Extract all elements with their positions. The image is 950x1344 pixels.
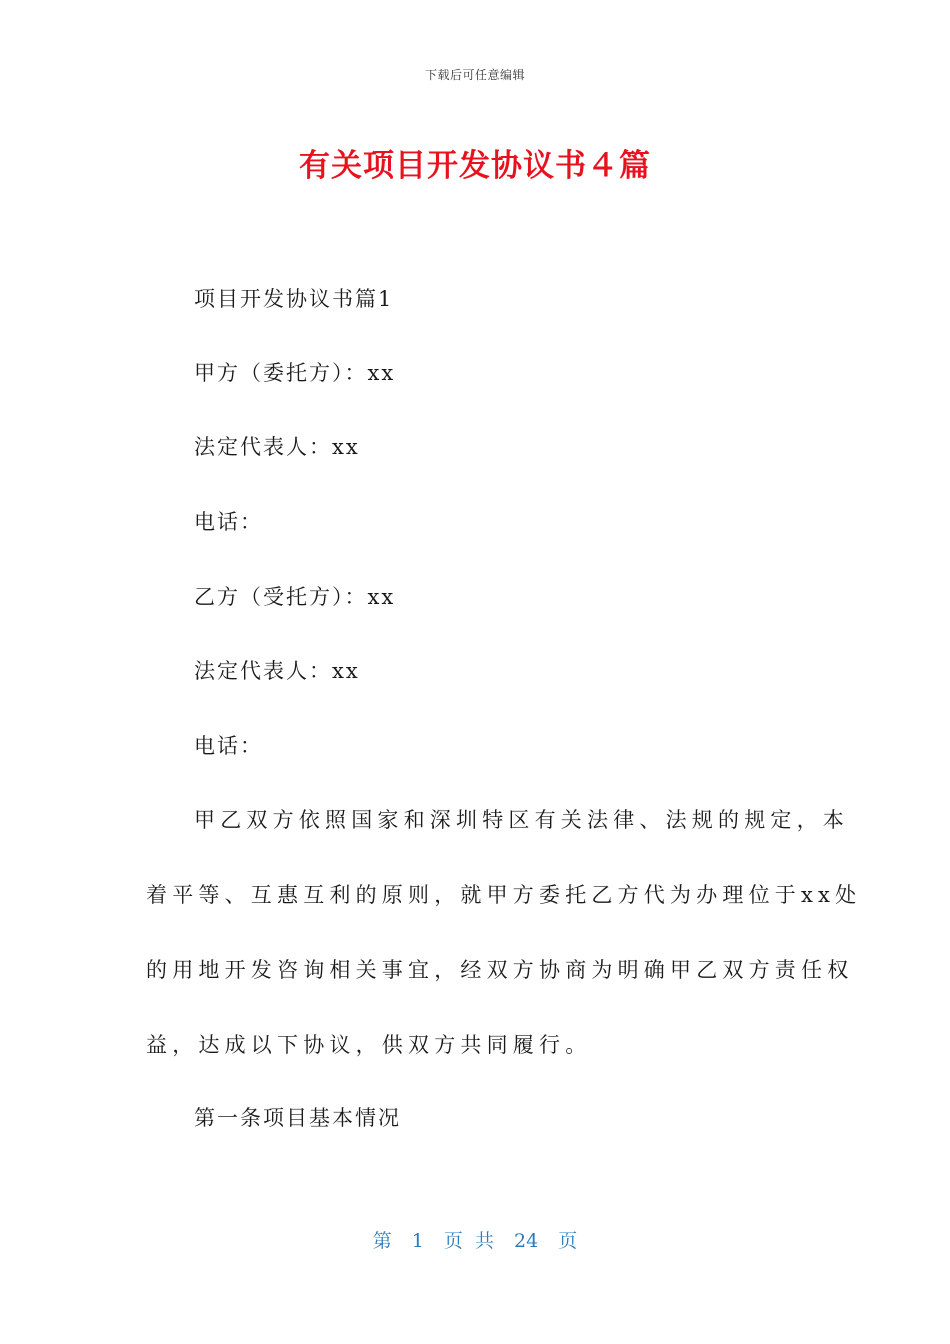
party-b-legal-representative: 法定代表人：xx <box>194 659 360 683</box>
document-title: 有关项目开发协议书４篇 <box>299 148 651 184</box>
party-b-phone: 电话： <box>194 734 263 758</box>
party-a-legal-representative: 法定代表人：xx <box>194 435 360 459</box>
footer-current-page: 1 <box>411 1230 424 1252</box>
party-b-line: 乙方（受托方）：xx <box>194 585 396 609</box>
paragraph-line-2: 着平等、互惠互利的原则，就甲方委托乙方代为办理位于xx处 <box>146 883 862 907</box>
paragraph-line-1: 甲乙双方依照国家和深圳特区有关法律、法规的规定，本 <box>194 808 849 832</box>
section-heading: 第一条项目基本情况 <box>194 1106 401 1130</box>
paragraph-line-3: 的用地开发咨询相关事宜，经双方协商为明确甲乙双方责任权 <box>146 958 854 982</box>
page-footer <box>0 1226 950 1253</box>
party-a-phone: 电话： <box>194 510 263 534</box>
footer-middle: 页 共 <box>443 1230 494 1252</box>
footer-prefix: 第 <box>372 1230 392 1252</box>
section-title-agreement-1: 项目开发协议书篇1 <box>194 287 394 311</box>
paragraph-line-4: 益，达成以下协议，供双方共同履行。 <box>146 1033 592 1057</box>
header-note: 下载后可任意编辑 <box>424 68 525 82</box>
party-a-line: 甲方（委托方）：xx <box>194 361 396 385</box>
footer-total-pages: 24 <box>514 1230 539 1252</box>
footer-suffix: 页 <box>558 1230 578 1252</box>
